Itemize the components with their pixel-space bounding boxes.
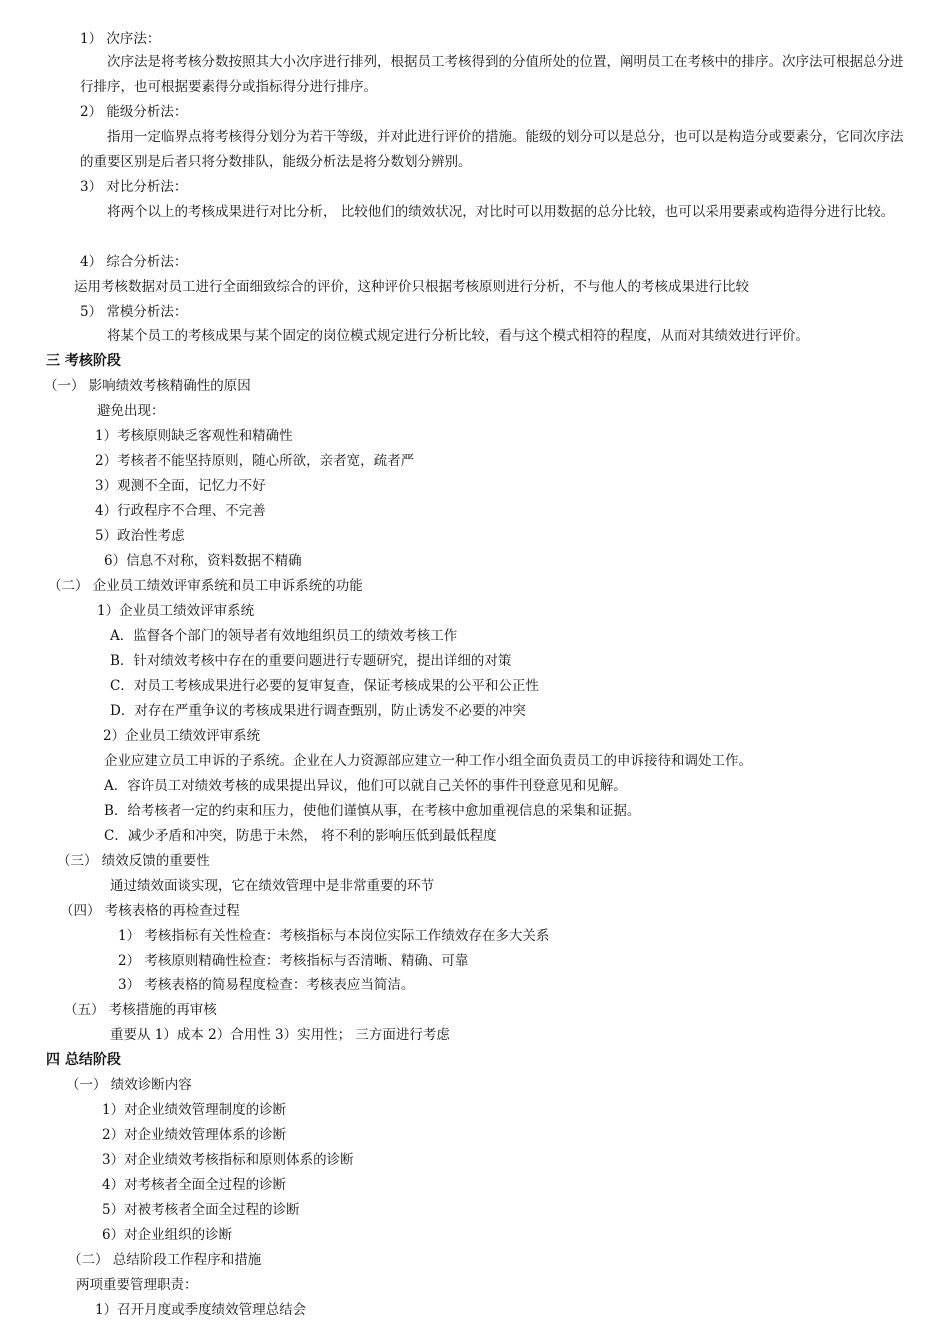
text-line: 1） 考核指标有关性检查：考核指标与本岗位实际工作绩效存在多大关系	[118, 928, 550, 944]
text-line: A．容许员工对绩效考核的成果提出异议，他们可以就自己关怀的事件刊登意见和见解。	[104, 778, 627, 794]
text-line: 2） 考核原则精确性检查：考核指标与否清晰、精确、可靠	[118, 953, 469, 969]
subsection-heading: （三） 绩效反馈的重要性	[57, 853, 210, 869]
text-line: 指用一定临界点将考核得分划分为若干等级，并对此进行评价的措施。能级的划分可以是总分，也可以是构造分或要素分，它同次序法的重要区别是后者只将分数排队，能级分析法是将分数划分辨别。	[80, 129, 904, 170]
text-line: 3） 考核表格的简易程度检查：考核表应当简洁。	[118, 977, 415, 993]
subsection-heading: （二） 企业员工绩效评审系统和员工申诉系统的功能	[48, 578, 363, 594]
text-line: B．针对绩效考核中存在的重要问题进行专题研究，提出详细的对策	[110, 653, 512, 669]
text-line: 2）对企业绩效管理体系的诊断	[102, 1127, 287, 1143]
text-line: 3）观测不全面，记忆力不好	[95, 478, 266, 494]
text-line: 2）考核者不能坚持原则，随心所欲，亲者宽，疏者严	[95, 453, 415, 469]
list-item-heading: 4） 综合分析法：	[80, 254, 188, 270]
text-line: C．对员工考核成果进行必要的复审复查，保证考核成果的公平和公正性	[110, 678, 539, 694]
text-line: 两项重要管理职责：	[76, 1277, 198, 1293]
text-line: 4）行政程序不合理、不完善	[95, 503, 266, 519]
text-line: D．对存在严重争议的考核成果进行调查甄别，防止诱发不必要的冲突	[110, 703, 526, 719]
text-line: 避免出现：	[97, 403, 165, 419]
subsection-heading: （二） 总结阶段工作程序和措施	[68, 1252, 262, 1268]
subsection-heading: （一） 绩效诊断内容	[66, 1077, 192, 1093]
list-item-heading: 1） 次序法：	[80, 31, 161, 47]
text-line: 6）信息不对称，资料数据不精确	[104, 553, 302, 569]
text-line: 运用考核数据对员工进行全面细致综合的评价，这种评价只根据考核原则进行分析，不与他人的考核成果进行比较	[74, 279, 749, 295]
text-line: A．监督各个部门的领导者有效地组织员工的绩效考核工作	[110, 628, 458, 644]
list-item-heading: 2） 能级分析法：	[80, 104, 188, 120]
text-line: 1）企业员工绩效评审系统	[97, 603, 255, 619]
text-line: 1）对企业绩效管理制度的诊断	[102, 1102, 287, 1118]
subsection-heading: （四） 考核表格的再检查过程	[60, 903, 240, 919]
text-line: 4）对考核者全面全过程的诊断	[102, 1177, 287, 1193]
text-line: 5）政治性考虑	[95, 528, 185, 544]
text-line: 1）召开月度或季度绩效管理总结会	[95, 1302, 307, 1318]
text-line: 1）考核原则缺乏客观性和精确性	[95, 428, 293, 444]
text-line: 将两个以上的考核成果进行对比分析， 比较他们的绩效状况，对比时可以用数据的总分比较，也可以采用要素或构造得分进行比较。	[107, 204, 895, 220]
text-line: 5）对被考核者全面全过程的诊断	[102, 1202, 300, 1218]
section-heading: 四 总结阶段	[46, 1052, 121, 1068]
text-line: 通过绩效面谈实现，它在绩效管理中是非常重要的环节	[110, 878, 434, 894]
section-heading: 三 考核阶段	[46, 353, 121, 369]
text-line: 2）企业员工绩效评审系统	[103, 728, 261, 744]
text-line: B．给考核者一定的约束和压力，使他们谨慎从事，在考核中愈加重视信息的采集和证据。	[104, 803, 641, 819]
text-line: 6）对企业组织的诊断	[102, 1227, 233, 1243]
text-line: 企业应建立员工申诉的子系统。企业在人力资源部应建立一种工作小组全面负责员工的申诉接待和调处工作。	[104, 753, 752, 769]
subsection-heading: （五） 考核措施的再审核	[64, 1002, 217, 1018]
list-item-heading: 5） 常模分析法：	[80, 304, 188, 320]
text-line: 次序法是将考核分数按照其大小次序进行排列，根据员工考核得到的分值所处的位置，阐明员工在考核中的排序。次序法可根据总分进行排序，也可根据要素得分或指标得分进行排序。	[80, 54, 904, 95]
subsection-heading: （一） 影响绩效考核精确性的原因	[44, 378, 251, 394]
text-line: C．减少矛盾和冲突，防患于未然， 将不利的影响压低到最低程度	[104, 828, 497, 844]
text-line: 3）对企业绩效考核指标和原则体系的诊断	[102, 1152, 354, 1168]
list-item-heading: 3） 对比分析法：	[80, 179, 188, 195]
text-line: 将某个员工的考核成果与某个固定的岗位模式规定进行分析比较，看与这个模式相符的程度，从而对其绩效进行评价。	[107, 328, 809, 344]
text-line: 重要从 1）成本 2）合用性 3）实用性； 三方面进行考虑	[110, 1027, 450, 1043]
